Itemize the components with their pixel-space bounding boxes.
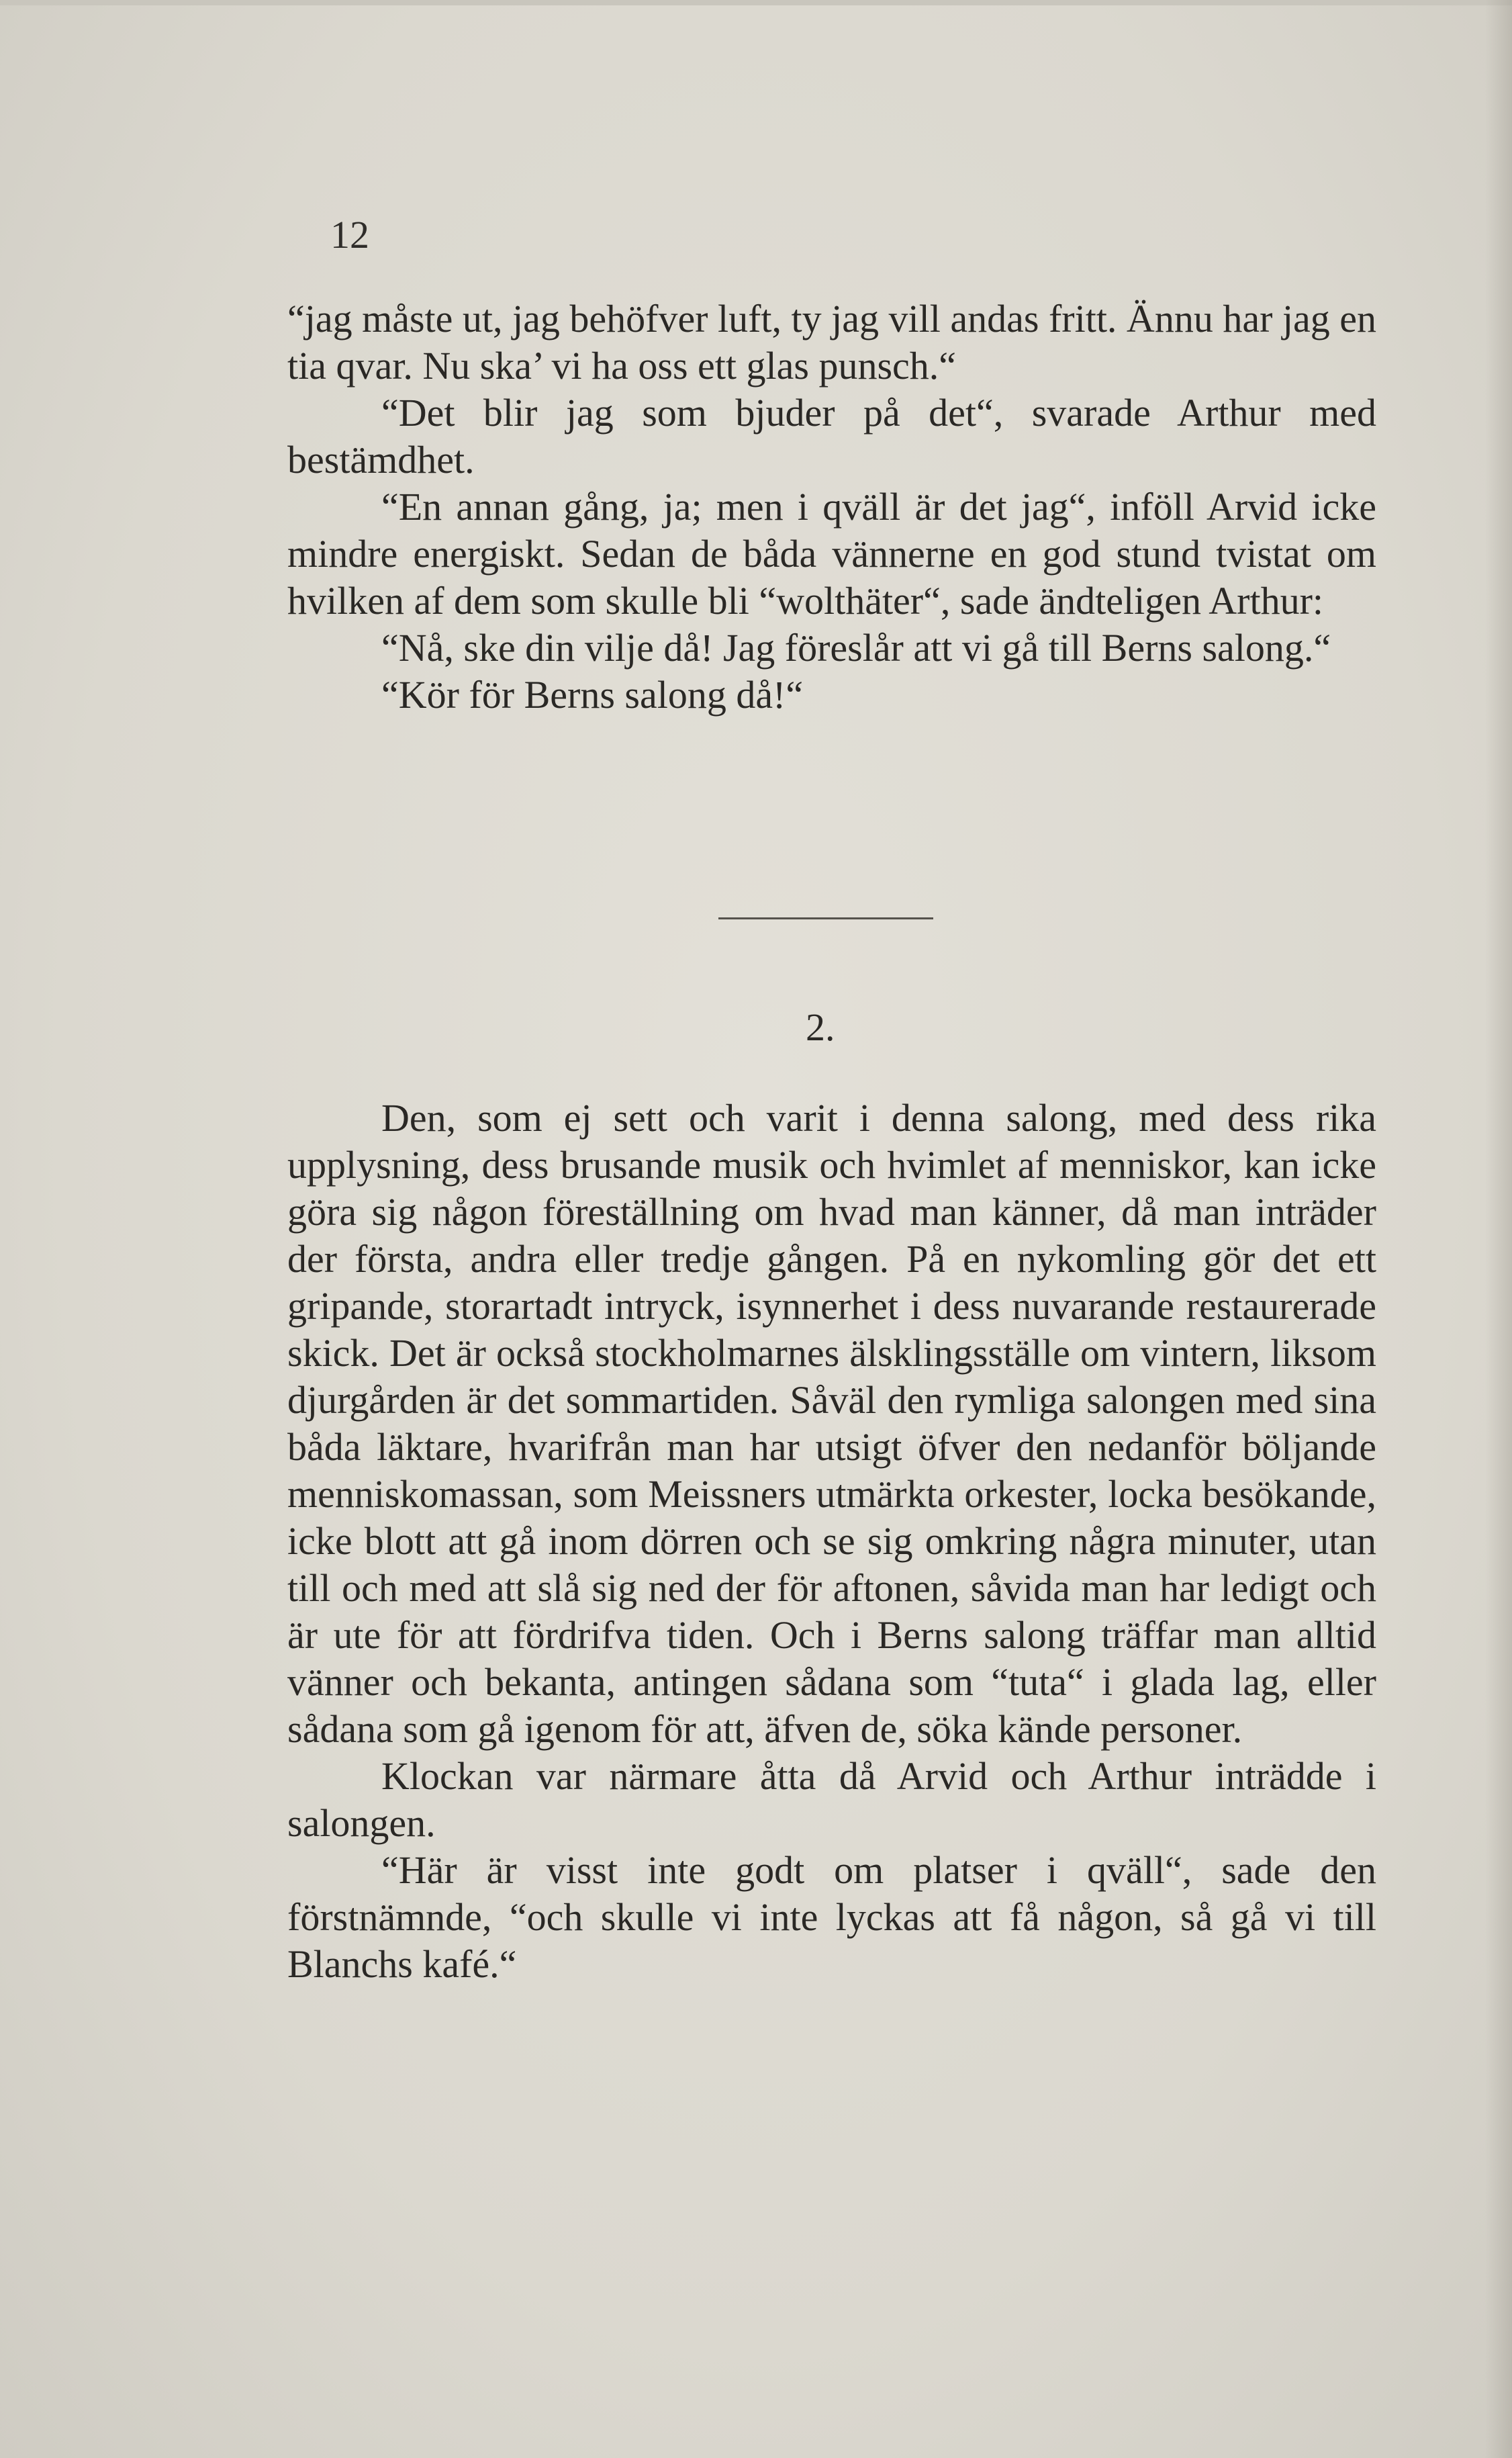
paragraph: Den, som ej sett och varit i denna salong, med dess rika upplysning, dess brusande musik och hvimlet af menniskor, kan icke göra sig någon föreställning om hvad man känner, då man inträder der första, andra eller tredje gången. På en nykomling gör det ett gripande, storartadt intryck, isynnerhet i dess nuvarande restaurerade skick. Det är också stockholmarnes älsklingsställe om vintern, liksom djurgården är det sommartiden. Såväl den rymliga salongen med sina båda läktare, hvarifrån man har utsigt öfver den nedanför böljande menniskomassan, som Meissners utmärkta orkester, locka besökande, icke blott att gå inom dörren och se sig omkring några minuter, utan till och med att slå sig ned der för aftonen, såvida man har ledigt och är ute för att fördrifva tiden. Och i Berns salong träffar man alltid vänner och bekanta, antingen sådana som “tuta“ i glada lag, eller sådana som gå igenom för att, äfven de, söka kände personer. bbox=[287, 1096, 1376, 1751]
paragraph: Klockan var närmare åtta då Arvid och Arthur inträdde i salongen. bbox=[287, 1754, 1376, 1845]
paragraph: “jag måste ut, jag behöfver luft, ty jag vill andas fritt. Ännu har jag en tia qvar. Nu ska’ vi ha oss ett glas punsch.“ bbox=[287, 297, 1376, 388]
section-divider bbox=[718, 917, 933, 919]
paragraph: “Nå, ske din vilje då! Jag föreslår att vi gå till Berns salong.“ bbox=[381, 626, 1331, 670]
paragraph: “Kör för Berns salong då!“ bbox=[381, 673, 804, 717]
paragraph: “Det blir jag som bjuder på det“, svarade Arthur med bestämdhet. bbox=[287, 391, 1376, 482]
chapter-2-text bbox=[287, 1095, 1376, 1988]
paragraph: “Här är visst inte godt om platser i qväll“, sade den förstnämnde, “och skulle vi inte lyckas att få någon, så gå vi till Blanchs kafé.“ bbox=[287, 1848, 1376, 1986]
page-top-edge bbox=[0, 0, 1512, 5]
page-right-edge bbox=[1485, 0, 1512, 2458]
section-number: 2. bbox=[806, 1005, 835, 1049]
paragraph: “En annan gång, ja; men i qväll är det jag“, inföll Arvid icke mindre energiskt. Sedan de båda vännerne en god stund tvistat om hvilken af dem som skulle bli “wolthäter“, sade ändteligen Arthur: bbox=[287, 485, 1376, 623]
chapter-1-text bbox=[287, 295, 1376, 719]
page-number: 12 bbox=[330, 213, 369, 257]
